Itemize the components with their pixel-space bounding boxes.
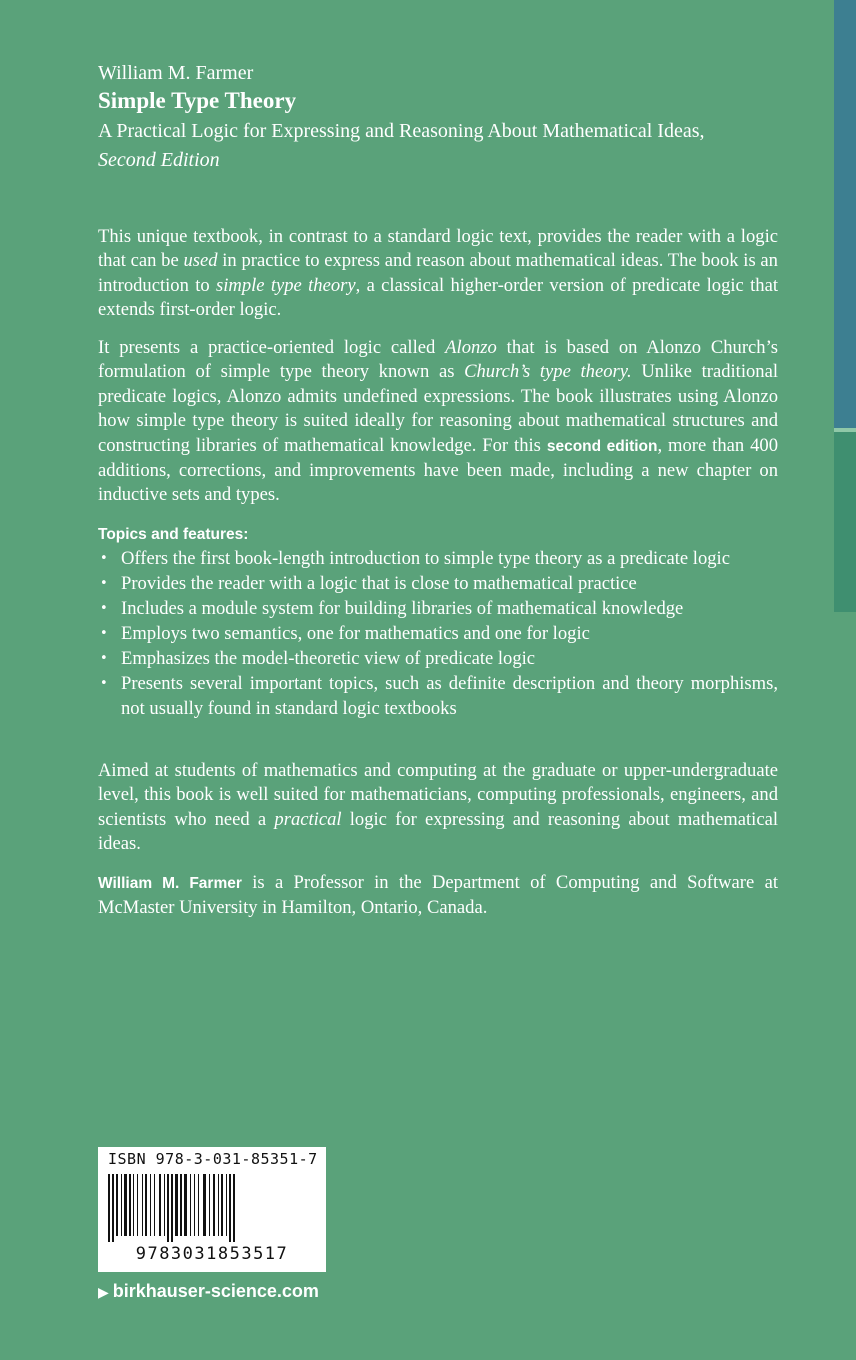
author-name: William M. Farmer xyxy=(98,62,254,84)
bullet-icon: • xyxy=(100,601,108,616)
description-paragraph-1 xyxy=(98,225,778,323)
emphasis-practical: practical xyxy=(274,808,342,830)
barcode-bar xyxy=(167,1174,169,1242)
emphasis-churchs-type-theory: Church’s type theory. xyxy=(464,361,632,383)
text-run: This unique textbook, in contrast to a standard logic text, provides the reader with a logic that can be xyxy=(98,226,778,272)
book-subtitle: A Practical Logic for Expressing and Reasoning About Mathematical Ideas, xyxy=(98,120,705,142)
bullet-icon: • xyxy=(100,551,108,566)
barcode-bar xyxy=(175,1174,178,1236)
bullet-icon: • xyxy=(100,676,108,691)
isbn-barcode xyxy=(98,1147,326,1272)
barcode-bar xyxy=(221,1174,223,1236)
list-item xyxy=(98,546,778,571)
bio-text: is a Professor in the Department of Computing and Software at McMaster University in Hamilton, Ontario, Canada. xyxy=(98,872,778,919)
book-title: Simple Type Theory xyxy=(98,88,297,113)
barcode-bar xyxy=(198,1174,199,1236)
barcode-bar xyxy=(137,1174,138,1236)
barcode-bar xyxy=(171,1174,173,1242)
publisher-website[interactable] xyxy=(98,1278,319,1305)
barcode-bar xyxy=(218,1174,219,1236)
barcode-bar xyxy=(112,1174,114,1242)
website-url[interactable]: birkhauser-science.com xyxy=(112,1281,319,1301)
barcode-bar xyxy=(209,1174,210,1236)
spine-bottom-band xyxy=(834,432,856,612)
list-item-text: Employs two semantics, one for mathematics and one for logic xyxy=(121,623,590,644)
list-item xyxy=(98,621,778,646)
barcode-bar xyxy=(203,1174,206,1236)
barcode-bar xyxy=(150,1174,151,1236)
text-run: Aimed at students of mathematics and computing at the graduate or upper-undergraduate level, this book is well suited for mathematicians, computing professionals, engineers, and scientists who need a xyxy=(98,760,778,830)
isbn-label: ISBN 978-3-031-85351-7 xyxy=(108,1150,318,1168)
author-bio xyxy=(98,871,778,921)
list-item-text: Offers the first book-length introduction to simple type theory as a predicate logic xyxy=(121,548,730,569)
bio-author-name: William M. Farmer xyxy=(98,875,242,892)
list-item xyxy=(98,571,778,596)
description-paragraph-2 xyxy=(98,336,778,508)
list-item-text: Includes a module system for building libraries of mathematical knowledge xyxy=(121,598,684,619)
bullet-icon: • xyxy=(100,576,108,591)
book-header xyxy=(98,60,778,174)
list-item-text: Provides the reader with a logic that is close to mathematical practice xyxy=(121,573,637,594)
barcode-bar xyxy=(164,1174,165,1236)
barcode-bars xyxy=(106,1174,318,1242)
emphasis-simple-type-theory: simple type theory xyxy=(215,274,356,296)
emphasis-alonzo: Alonzo xyxy=(445,337,497,358)
barcode-bar xyxy=(190,1174,191,1236)
text-run: logic for expressing and reasoning about mathematical ideas. xyxy=(98,808,778,855)
bullet-icon: • xyxy=(100,651,108,666)
barcode-bar xyxy=(184,1174,187,1236)
spine-top-band xyxy=(834,0,856,428)
barcode-bar xyxy=(194,1174,195,1236)
description-paragraph-3 xyxy=(98,759,778,857)
barcode-bar xyxy=(159,1174,161,1236)
topics-list xyxy=(98,546,778,721)
barcode-bar xyxy=(142,1174,143,1236)
barcode-bar xyxy=(233,1174,235,1242)
text-run: It presents a practice-oriented logic called xyxy=(98,337,446,358)
list-item-text: Presents several important topics, such as definite description and theory morphisms, not usually found in standard logic textbooks xyxy=(121,673,778,719)
barcode-bar xyxy=(213,1174,215,1236)
barcode-bar xyxy=(229,1174,231,1242)
barcode-digits: 9783031853517 xyxy=(135,1244,289,1264)
barcode-bar xyxy=(154,1174,155,1236)
bold-second-edition: second edition xyxy=(546,437,658,455)
barcode-bar xyxy=(129,1174,131,1236)
bullet-icon: • xyxy=(100,626,108,641)
text-run: , more than 400 additions, corrections, and improvements have been made, including a new chapter on inductive sets and types. xyxy=(98,434,778,506)
list-item-text: Emphasizes the model-theoretic view of predicate logic xyxy=(121,648,536,669)
topics-heading: Topics and features: xyxy=(98,526,249,543)
barcode-bar xyxy=(180,1174,182,1236)
emphasis-used: used xyxy=(183,250,218,272)
barcode-bar xyxy=(124,1174,127,1236)
text-run: in practice to express and reason about mathematical ideas. The book is an introduction to xyxy=(98,250,778,296)
barcode-bar xyxy=(108,1174,110,1242)
barcode-bar xyxy=(121,1174,122,1236)
text-run: Unlike traditional predicate logics, Alonzo admits undefined expressions. The book illustrates using Alonzo how simple type theory is suited ideally for reasoning about mathematical structures and constructing libraries of mathematical knowledge. For this xyxy=(98,361,779,456)
book-edition: Second Edition xyxy=(98,149,220,171)
barcode-bar xyxy=(116,1174,118,1236)
barcode-bar xyxy=(145,1174,147,1236)
play-arrow-icon: ▶ xyxy=(98,1284,109,1300)
list-item xyxy=(98,596,778,621)
spine-edge xyxy=(834,0,856,612)
list-item xyxy=(98,671,778,721)
barcode-bar xyxy=(226,1174,227,1236)
list-item xyxy=(98,646,778,671)
barcode-bar xyxy=(133,1174,134,1236)
text-run: , a classical higher-order version of predicate logic that extends first-order logic. xyxy=(98,274,778,321)
text-run: that is based on Alonzo Church’s formulation of simple type theory known as xyxy=(98,337,778,383)
